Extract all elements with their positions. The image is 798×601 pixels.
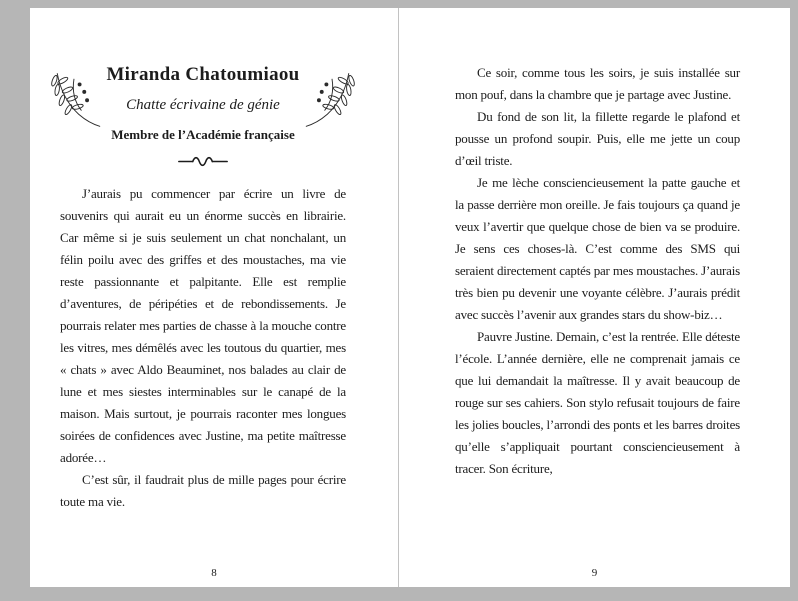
chapter-subtitle: Chatte écrivaine de génie <box>126 97 280 113</box>
page-right <box>399 8 790 587</box>
book-spread <box>30 8 790 587</box>
page-left <box>30 8 399 587</box>
paragraph: Du fond de son lit, la fillette regarde le plafond et pousse un profond soupir. Puis, elle me jette un coup d’œil triste. <box>455 109 740 168</box>
paragraph: Je me lèche consciencieusement la patte gauche et la passe derrière mon oreille. Je fais toujours ça quand je veux l’avertir que quelque chose de bien va se produire. Je sens ces choses-là. C’est comme des SMS qui seraient directement captés par mes moustaches. J’aurais très bien pu devenir une voyante célèbre. J’aurais prédit avec succès l’avenir aux grandes stars du show-biz… <box>455 175 740 322</box>
chapter-header <box>46 64 360 143</box>
chapter-header-text <box>102 64 304 143</box>
paragraph: Pauvre Justine. Demain, c’est la rentrée. Elle déteste l’école. L’année dernière, elle ne comprenait jamais ce que lui demandait la maîtresse. Il y avait beaucoup de rouge sur ses cahiers. Son stylo refusait toujours de faire les jolies boucles, l’arrondi des ponts et les barres droites qu’elle s’appliquait pourtant consciencieusement à tracer. Son écriture, <box>455 329 740 476</box>
olive-branch-left-icon <box>46 69 102 139</box>
page-number-right: 9 <box>591 567 598 579</box>
olive-branch-right-icon <box>304 69 360 139</box>
paragraph: J’aurais pu commencer par écrire un livre de souvenirs qui aurait eu un énorme succès en librairie. Car même si je suis seulement un chat nonchalant, un félin poilu avec des griffes et des moustaches, ma vie reste passionnante et palpitante. Elle est remplie d’aventures, de péripéties et de rebondissements. Je pourrais relater mes parties de chasse à la mouche contre les vitres, mes démêlés avec les toutous du quartier, mes « chats » avec Aldo Beauminet, nos balades au clair de lune et mes siestes interminables sur le canapé de la maison. Mais surtout, je pourrais raconter mes longues soirées de confidences avec Justine, ma petite maîtresse adorée… <box>60 186 346 465</box>
chapter-affiliation: Membre de l’Académie française <box>111 127 295 142</box>
flourish-divider-icon <box>60 155 346 169</box>
body-text-right <box>455 62 740 480</box>
body-text-left <box>60 183 346 513</box>
paragraph: C’est sûr, il faudrait plus de mille pages pour écrire toute ma vie. <box>60 472 346 509</box>
paragraph: Ce soir, comme tous les soirs, je suis installée sur mon pouf, dans la chambre que je partage avec Justine. <box>455 65 740 102</box>
chapter-title: Miranda Chatoumiaou <box>106 64 300 85</box>
page-number-left: 8 <box>211 567 217 579</box>
